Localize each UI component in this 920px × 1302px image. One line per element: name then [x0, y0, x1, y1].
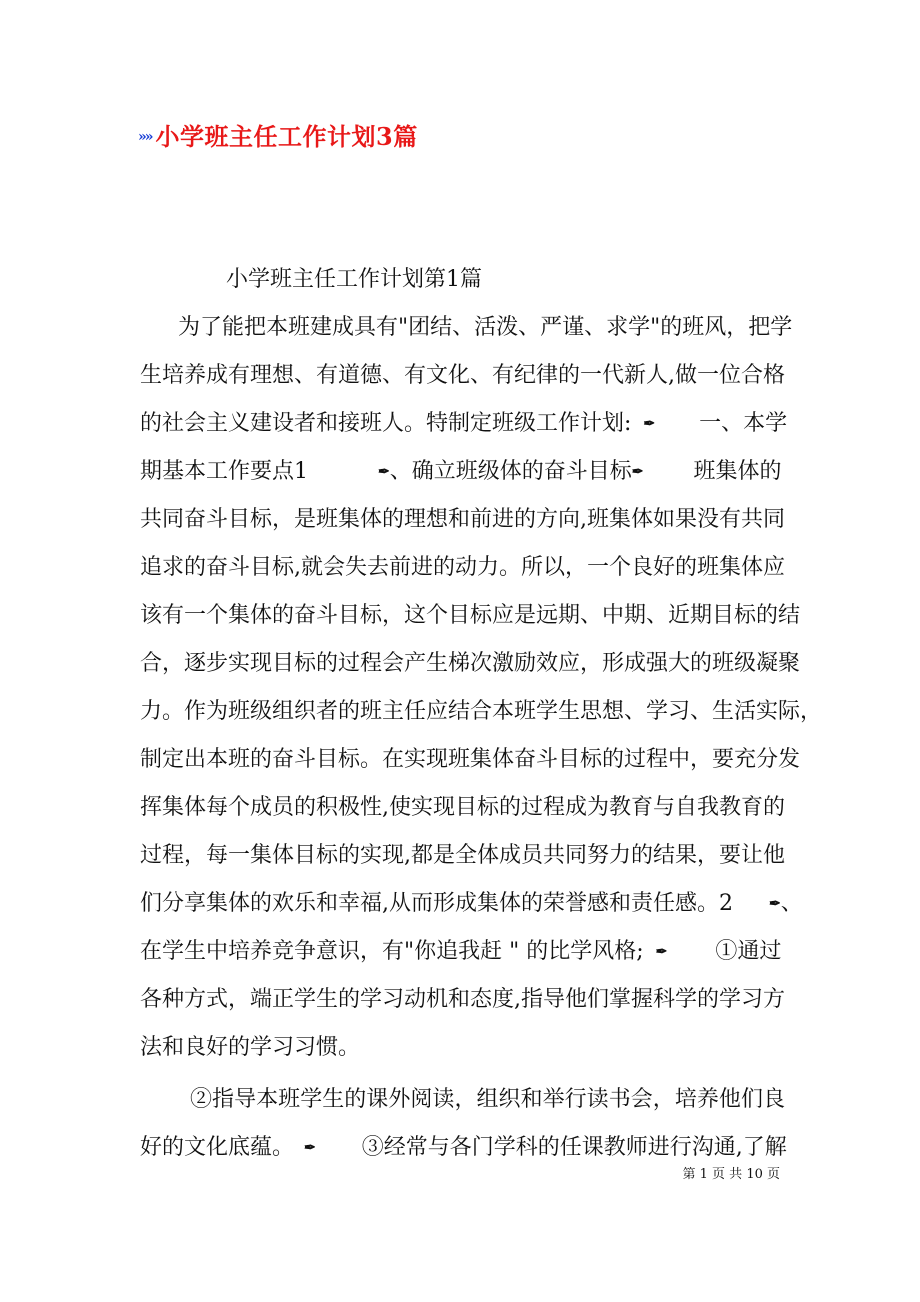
- pen-nib-icon: ✒: [631, 464, 644, 480]
- paragraph-line: [140, 457, 785, 487]
- pen-nib-icon: ✒: [769, 896, 781, 912]
- section-heading: 小学班主任工作计划第1篇: [226, 267, 482, 292]
- paragraph-line: [140, 1133, 785, 1163]
- paragraph-line: 生培养成有理想、有道德、有文化、有纪律的一代新人,做一位合格: [140, 363, 785, 388]
- paragraph-line: 合，逐步实现目标的过程会产生梯次激励效应，形成强大的班级凝聚: [140, 651, 801, 676]
- paragraph-line: 追求的奋斗目标,就会失去前进的动力。所以，一个良好的班集体应: [140, 555, 785, 580]
- paragraph-line: ②指导本班学生的课外阅读，组织和举行读书会，培养他们良: [190, 1087, 785, 1112]
- line-text: 在学生中培养竞争意识，有"你追我赶 " 的比学风格;: [140, 939, 644, 964]
- paragraph-line: 过程，每一集体目标的实现,都是全体成员共同努力的结果，要让他: [140, 843, 785, 868]
- paragraph-line: 该有一个集体的奋斗目标，这个目标应是远期、中期、近期目标的结: [140, 603, 801, 628]
- line-text: 、: [780, 891, 803, 916]
- line-text: 的社会主义建设者和接班人。特制定班级工作计划:: [140, 411, 632, 436]
- line-text: 一、本学: [699, 411, 788, 436]
- paragraph-line: 挥集体每个成员的积极性,使实现目标的过程成为教育与自我教育的: [140, 795, 785, 820]
- paragraph-line: 制定出本班的奋斗目标。在实现班集体奋斗目标的过程中，要充分发: [140, 747, 801, 772]
- line-text: ③经常与各门学科的任课教师进行沟通,了解: [361, 1135, 787, 1160]
- paragraph-line: [140, 889, 803, 919]
- line-text: 好的文化底蕴。: [140, 1135, 295, 1160]
- double-chevron-icon: »»: [138, 129, 152, 145]
- pen-nib-icon: ✒: [643, 416, 656, 432]
- paragraph-line: 共同奋斗目标，是班集体的理想和前进的方向,班集体如果没有共同: [140, 507, 785, 532]
- paragraph-line: [140, 937, 785, 967]
- line-text: 期基本工作要点1: [140, 459, 308, 484]
- page-number-footer: 第 1 页 共 10 页: [682, 1167, 780, 1182]
- pen-nib-icon: ✒: [655, 944, 668, 960]
- paragraph-line: [140, 409, 788, 439]
- title-text: 小学班主任工作计划3篇: [155, 121, 418, 151]
- line-text: ①通过: [715, 939, 782, 964]
- paragraph-line: 为了能把本班建成具有"团结、活泼、严谨、求学"的班风，把学: [178, 315, 793, 340]
- line-text: 们分享集体的欢乐和幸福,从而形成集体的荣誉感和责任感。2: [140, 891, 733, 916]
- paragraph-line: 各种方式，端正学生的学习动机和态度,指导他们掌握科学的学习方: [140, 987, 785, 1012]
- paragraph-line: 力。作为班级组织者的班主任应结合本班学生思想、学习、生活实际，: [140, 699, 823, 724]
- line-text: 、确立班级体的奋斗目标: [389, 459, 632, 484]
- line-text: 班集体的: [693, 459, 782, 484]
- paragraph-line: 法和良好的学习习惯。: [140, 1035, 361, 1060]
- document-title: [138, 112, 418, 156]
- pen-nib-icon: ✒: [304, 1140, 316, 1156]
- pen-nib-icon: ✒: [378, 464, 390, 480]
